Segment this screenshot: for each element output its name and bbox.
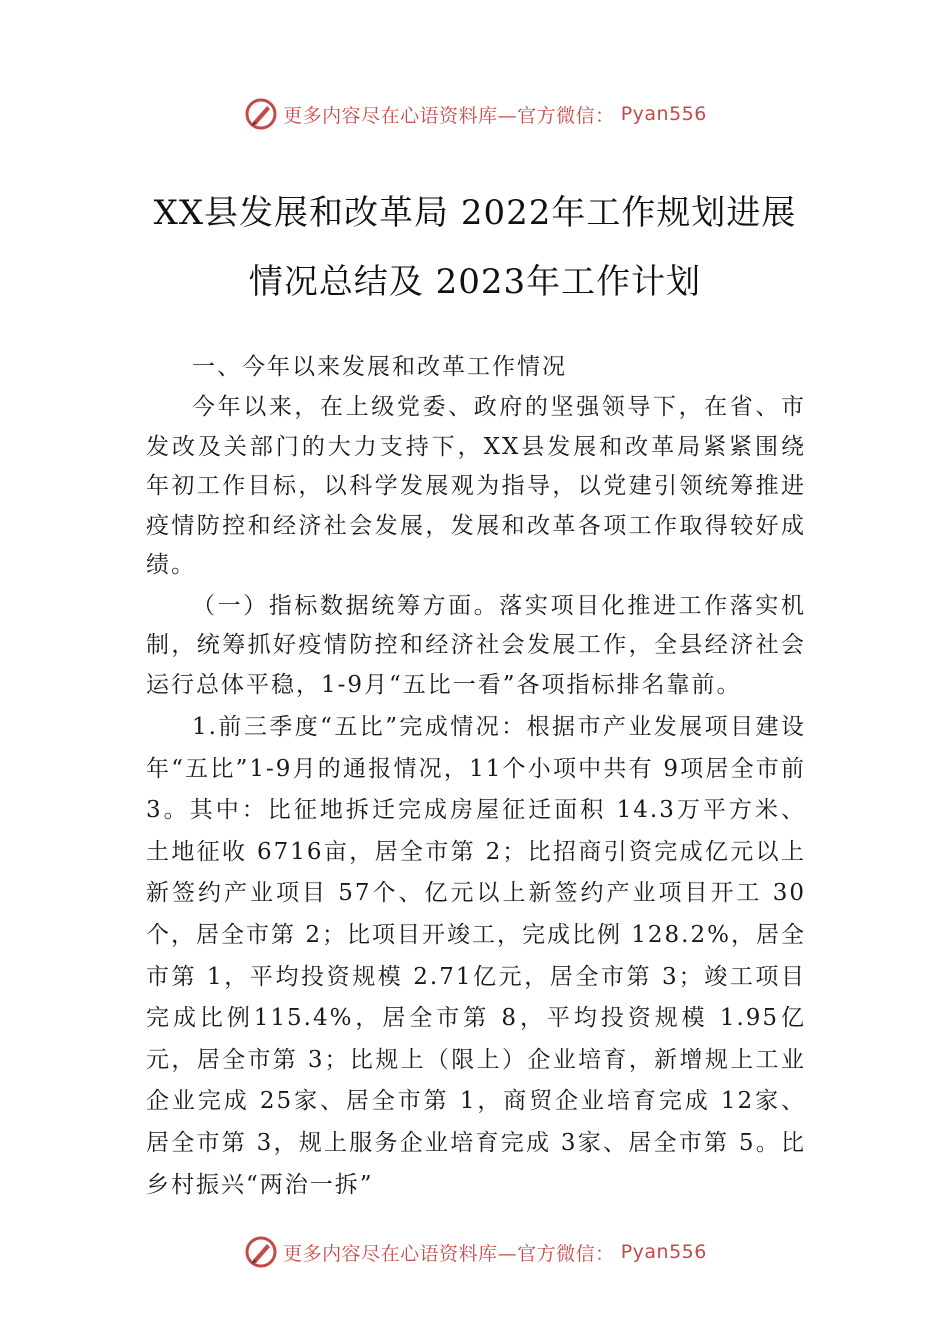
document-title-line-2: 情况总结及 2023年工作计划 [248, 262, 702, 302]
watermark-banner-bottom [0, 1232, 950, 1272]
watermark-wechat-label: 官方微信： [517, 1242, 615, 1265]
paragraph-indicators: （一）指标数据统筹方面。落实项目化推进工作落实机制，统筹抓好疫情防控和经济社会发展工作，全县经济社会运行总体平稳，1-9月“五比一看”各项指标排名靠前。 [146, 592, 806, 698]
document-body [146, 348, 806, 1206]
watermark-wechat-label: 官方微信： [517, 104, 615, 127]
watermark-banner-top [0, 94, 950, 134]
paragraph-intro: 今年以来，在上级党委、政府的坚强领导下，在省、市发改及关部门的大力支持下，XX县发展和改革局紧紧围绕年初工作目标，以科学发展观为指导，以党建引领统筹推进疫情防控和经济社会发展，发展和改革各项工作取得较好成绩。 [146, 394, 806, 578]
document-title-line-1: XX县发展和改革局 2022年工作规划进展 [153, 193, 797, 233]
watermark-text: 更多内容尽在心语资料库— [283, 1242, 518, 1265]
pen-seal-logo-icon [243, 1234, 279, 1270]
paragraph-five-comparisons: 1.前三季度“五比”完成情况：根据市产业发展项目建设年“五比”1-9月的通报情况，11个小项中共有 9项居全市前 3。其中：比征地拆迁完成房屋征迁面积 14.3万平方米、土地征收 6716亩，居全市第 2；比招商引资完成亿元以上新签约产业项目 57个、亿元以上新签约产业项目开工 30个，居全市第 2；比项目开竣工，完成比例 128.2%，居全市第 1，平均投资规模 2.71亿元，居全市第 3；竣工项目完成比例115.4%，居全市第 8，平均投资规模 1.95亿元，居全市第 3；比规上（限上）企业培育，新增规上工业企业完成 25家、居全市第 1，商贸企业培育完成 12家、居全市第 3，规上服务企业培育完成 3家、居全市第 5。比乡村振兴“两治一拆” [146, 714, 806, 1198]
watermark-wechat-id: Pyan556 [620, 103, 707, 125]
watermark-text: 更多内容尽在心语资料库— [283, 104, 518, 127]
section-heading: 一、今年以来发展和改革工作情况 [192, 354, 567, 380]
pen-seal-logo-icon [243, 96, 279, 132]
watermark-wechat-id: Pyan556 [620, 1241, 707, 1263]
